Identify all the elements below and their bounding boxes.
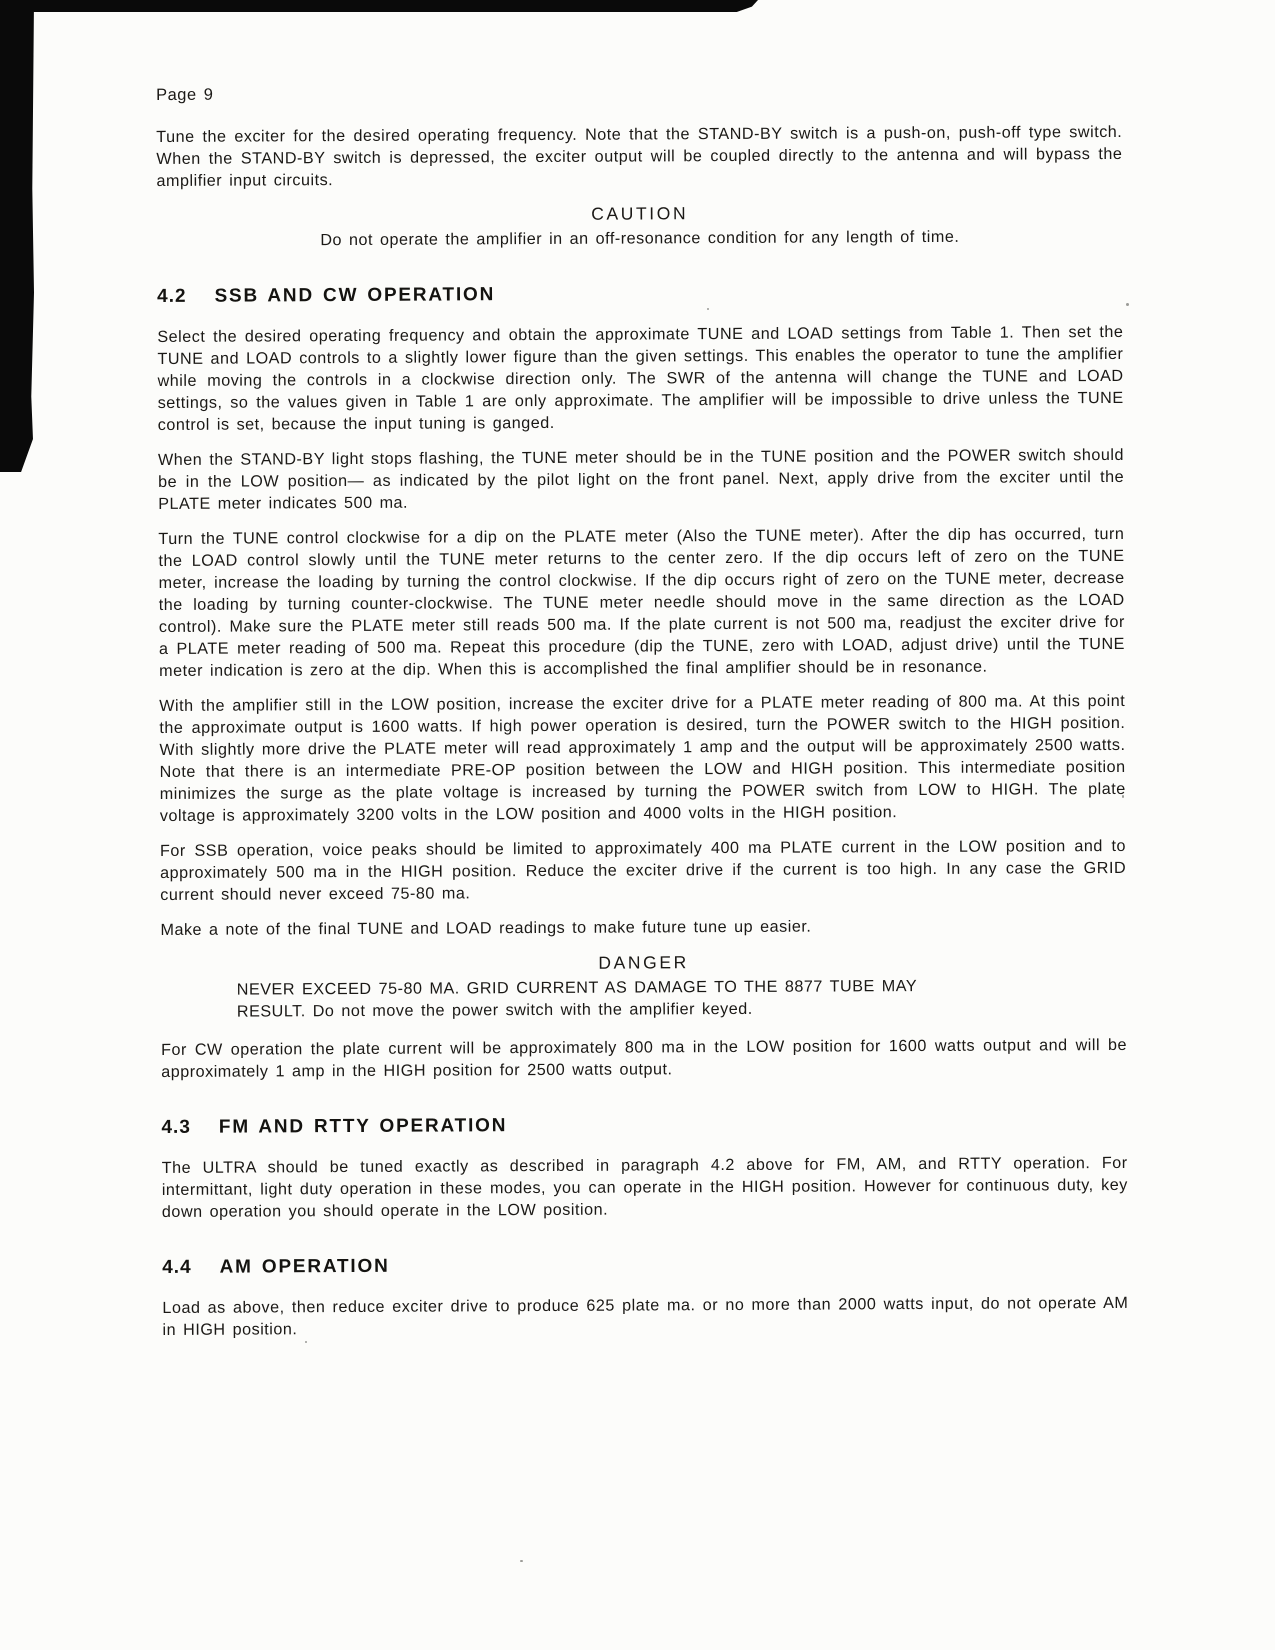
scan-speckle [305, 1341, 307, 1343]
danger-body: NEVER EXCEED 75-80 MA. GRID CURRENT AS DAMAGE TO THE 8877 TUBE MAY RESULT. Do not move the power switch with the amplifier keyed. [236, 977, 917, 1021]
section-title: AM OPERATION [219, 1255, 390, 1278]
section-title: SSB AND CW OPERATION [214, 284, 496, 307]
section-number: 4.2 [157, 285, 187, 307]
scan-speckle [1126, 303, 1129, 306]
paragraph-ssb-cw-4: With the amplifier still in the LOW position, increase the exciter drive for a PLATE meter reading of 800 ma. At this point the approximate output is 1600 watts. If high power operation is desired, turn the POWER switch to the HIGH position. With slightly more drive the PLATE meter will read approximately 1 amp and the output will be approximately 2500 watts. Note that there is an intermediate PRE-OP position between the LOW and HIGH position. This intermediate position minimizes the surge as the plate voltage is increased by turning the POWER switch from LOW to HIGH. The plate voltage is approximately 3200 volts in the LOW position and 4000 volts in the HIGH position. [159, 691, 1126, 825]
paragraph-fm-rtty-1: The ULTRA should be tuned exactly as described in paragraph 4.2 above for FM, AM, and RTTY operation. For intermittant, light duty operation in these modes, you can operate in the HIGH position. However for continuous duty, key down operation you should operate in the LOW position. [161, 1153, 1128, 1221]
intro-paragraph: Tune the exciter for the desired operating frequency. Note that the STAND-BY switch is a push-on, push-off type switch. When the STAND-BY switch is depressed, the exciter output will be coupled directly to the antenna and will bypass the amplifier input circuits. [156, 122, 1123, 190]
paragraph-ssb-cw-5: For SSB operation, voice peaks should be limited to approximately 400 ma PLATE current in the LOW position and to approximately 500 ma in the HIGH position. Reduce the exciter drive if the current is too high. In any case the GRID current should never exceed 75-80 ma. [159, 836, 1127, 904]
section-number: 4.3 [161, 1116, 191, 1138]
scan-artifact-left-edge [0, 0, 34, 472]
paragraph-ssb-cw-3: Turn the TUNE control clockwise for a dip on the PLATE meter (Also the TUNE meter). After the dip has occurred, turn the LOAD control slowly until the TUNE meter returns to the center zero. If the dip occurs left of zero on the TUNE meter, increase the loading by turning the control clockwise. If the dip occurs right of zero on the TUNE meter, decrease the loading by turning counter-clockwise. The TUNE meter needle should move in the same direction as the LOAD control). Make sure the PLATE meter still reads 500 ma. If the plate current is not 500 ma, readjust the exciter drive for a PLATE meter reading of 500 ma. Repeat this procedure (dip the TUNE, zero with LOAD, adjust drive) until the TUNE meter indication is zero at the dip. When this is accomplished the final amplifier should be in resonance. [158, 524, 1125, 680]
section-heading-ssb-cw [157, 281, 1123, 308]
scan-speckle [520, 1560, 523, 1562]
caution-body: Do not operate the amplifier in an off-resonance condition for any length of time. [320, 227, 960, 250]
paragraph-ssb-cw-6: Make a note of the final TUNE and LOAD readings to make future tune up easier. [160, 917, 812, 939]
scan-artifact-top-edge [0, 0, 758, 12]
section-number: 4.4 [162, 1256, 192, 1278]
caution-title: CAUTION [591, 203, 689, 224]
danger-title: DANGER [598, 952, 689, 973]
paragraph-ssb-cw-7: For CW operation the plate current will be approximately 800 ma in the LOW position for 1600 watts output and will be approximately 1 amp in the HIGH position for 2500 watts output. [161, 1035, 1128, 1081]
section-heading-am [162, 1252, 1128, 1279]
section-title: FM AND RTTY OPERATION [218, 1115, 508, 1138]
paragraph-am-1: Load as above, then reduce exciter drive to produce 625 plate ma. or no more than 2000 watts input, do not operate AM in HIGH position. [162, 1293, 1129, 1339]
paragraph-ssb-cw-1: Select the desired operating frequency and obtain the approximate TUNE and LOAD settings from Table 1. Then set the TUNE and LOAD controls to a slightly lower figure than the given settings. This enables the operator to tune the amplifier while moving the controls in a clockwise direction only. The SWR of the antenna will change the TUNE and LOAD settings, so the values given in Table 1 are only approximate. The amplifier will be impossible to drive unless the TUNE control is set, because the input tuning is ganged. [157, 322, 1124, 434]
page-number: Page 9 [156, 85, 214, 104]
page-content [156, 79, 1129, 1341]
paragraph-ssb-cw-2: When the STAND-BY light stops flashing, the TUNE meter should be in the TUNE position and the POWER switch should be in the LOW position— as indicated by the pilot light on the front panel. Next, apply drive from the exciter until the PLATE meter indicates 500 ma. [157, 445, 1125, 513]
caution-block [157, 200, 1123, 252]
danger-block [161, 949, 1127, 1023]
section-heading-fm-rtty [161, 1112, 1127, 1139]
